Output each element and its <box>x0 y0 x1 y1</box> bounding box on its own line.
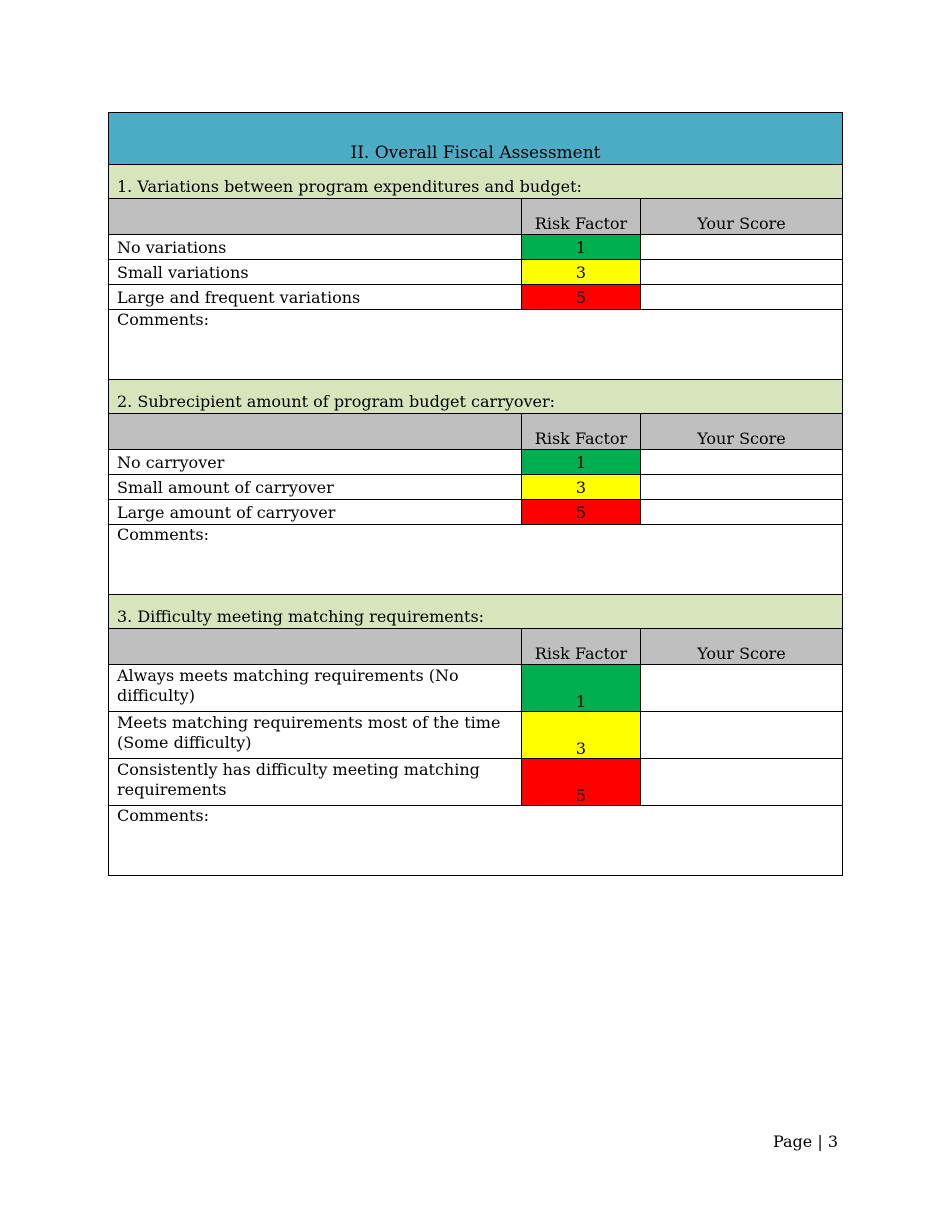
score-input-cell[interactable] <box>641 260 842 284</box>
score-input-cell[interactable] <box>641 235 842 259</box>
section-heading-2: 2. Subrecipient amount of program budget carryover: <box>109 379 842 413</box>
score-input-cell[interactable] <box>641 712 842 758</box>
your-score-header: Your Score <box>697 429 786 448</box>
table-row <box>109 499 842 524</box>
score-input-cell[interactable] <box>641 450 842 474</box>
header-blank <box>109 199 522 234</box>
table-row <box>109 664 842 711</box>
risk-value: 1 <box>522 235 641 259</box>
table-row <box>109 474 842 499</box>
page-number: Page | 3 <box>772 1132 838 1151</box>
risk-factor-header: Risk Factor <box>522 629 641 664</box>
risk-value: 3 <box>522 475 641 499</box>
item-label: No variations <box>109 235 522 259</box>
your-score-header: Your Score <box>697 644 786 663</box>
score-input-cell[interactable] <box>641 759 842 805</box>
item-label: Small variations <box>109 260 522 284</box>
item-label: Always meets matching requirements (No difficulty) <box>109 665 522 711</box>
item-label: Small amount of carryover <box>109 475 522 499</box>
risk-value: 5 <box>522 759 641 805</box>
risk-value: 5 <box>522 285 641 309</box>
comments-field[interactable] <box>109 309 842 379</box>
header-blank <box>109 414 522 449</box>
section-heading-3: 3. Difficulty meeting matching requirements: <box>109 594 842 628</box>
your-score-header: Your Score <box>697 214 786 233</box>
fiscal-assessment-table <box>108 112 843 876</box>
risk-value: 5 <box>522 500 641 524</box>
item-label: No carryover <box>109 450 522 474</box>
risk-value: 3 <box>522 712 641 758</box>
comments-label: Comments: <box>117 525 210 544</box>
comments-label: Comments: <box>117 806 210 825</box>
header-blank <box>109 629 522 664</box>
score-input-cell[interactable] <box>641 500 842 524</box>
table-row <box>109 284 842 309</box>
item-label: Meets matching requirements most of the time (Some difficulty) <box>109 712 522 758</box>
item-label: Large amount of carryover <box>109 500 522 524</box>
table-row <box>109 449 842 474</box>
risk-value: 1 <box>522 665 641 711</box>
table-row <box>109 259 842 284</box>
item-label: Large and frequent variations <box>109 285 522 309</box>
risk-factor-header: Risk Factor <box>522 414 641 449</box>
table-title: II. Overall Fiscal Assessment <box>109 113 842 164</box>
comments-label: Comments: <box>117 310 210 329</box>
risk-factor-header: Risk Factor <box>522 199 641 234</box>
table-row <box>109 234 842 259</box>
risk-value: 1 <box>522 450 641 474</box>
comments-field[interactable] <box>109 524 842 594</box>
column-header-row <box>109 198 842 234</box>
risk-value: 3 <box>522 260 641 284</box>
table-row <box>109 758 842 805</box>
score-input-cell[interactable] <box>641 475 842 499</box>
comments-field[interactable] <box>109 805 842 875</box>
table-row <box>109 711 842 758</box>
score-input-cell[interactable] <box>641 285 842 309</box>
score-input-cell[interactable] <box>641 665 842 711</box>
section-heading-1: 1. Variations between program expenditures and budget: <box>109 164 842 198</box>
item-label: Consistently has difficulty meeting matching requirements <box>109 759 522 805</box>
column-header-row <box>109 413 842 449</box>
column-header-row <box>109 628 842 664</box>
